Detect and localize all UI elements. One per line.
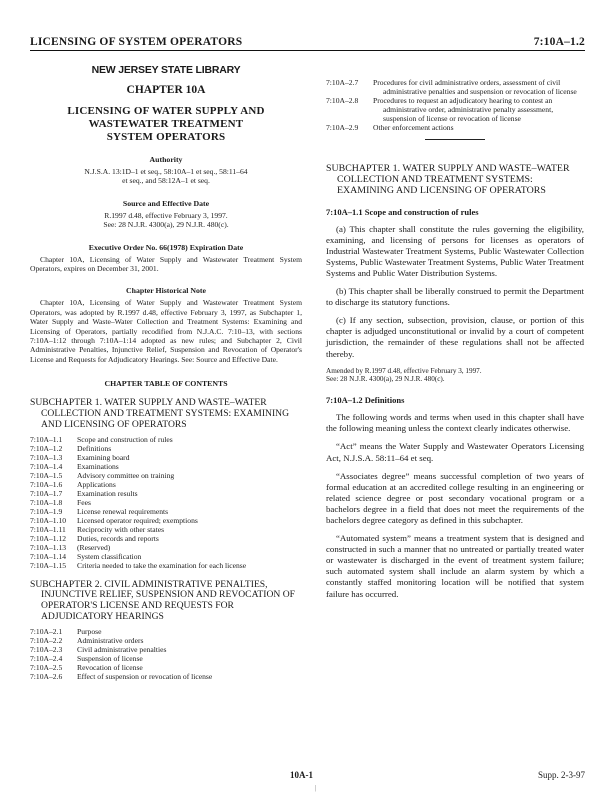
paragraph-c: (c) If any section, subsection, provision, clause, or portion of this chapter is adjudged unconstitutional or invalid by a court of competent jurisdiction, the remainder of these regulations shall not be affected thereby. — [326, 315, 584, 359]
source-text — [30, 211, 302, 230]
running-head-section: 7:10A–1.2 — [533, 36, 585, 48]
toc-entry — [30, 453, 302, 462]
toc-entry-title: Procedures for civil administrative orders, assessment of civil administrative penalties and suspension or revocation of license — [373, 78, 577, 96]
toc-entry — [326, 96, 584, 123]
toc-entry-title: Examination results — [77, 488, 138, 498]
running-head-title: LICENSING OF SYSTEM OPERATORS — [30, 36, 243, 48]
toc-entry-title: Applications — [77, 479, 116, 489]
toc-entry-number: 7:10A–1.6 — [30, 479, 63, 489]
toc-entry — [30, 507, 302, 516]
toc-entry-number: 7:10A–2.1 — [30, 626, 63, 636]
running-head — [30, 36, 585, 50]
toc-subchapter-2-continued — [326, 78, 584, 132]
toc-entry-title: (Reserved) — [77, 542, 111, 552]
toc-entry — [30, 645, 302, 654]
amendment-line: See: 28 N.J.R. 4300(a), 29 N.J.R. 480(c). — [326, 375, 445, 384]
divider-rule — [425, 139, 485, 140]
toc-entry-number: 7:10A–1.4 — [30, 461, 63, 471]
toc-entry-number: 7:10A–1.7 — [30, 488, 63, 498]
toc-subchapter-2-title: SUBCHAPTER 2. CIVIL ADMINISTRATIVE PENALTIES, INJUNCTIVE RELIEF, SUSPENSION AND REVOCATION OF OPERATOR'S LICENSE AND REQUESTS FOR ADJUDICATORY HEARINGS — [30, 578, 296, 623]
definitions-intro: The following words and terms when used in this chapter shall have the following meaning unless the context clearly indicates otherwise. — [326, 412, 584, 434]
toc-entry — [30, 654, 302, 663]
toc-heading: CHAPTER TABLE OF CONTENTS — [104, 379, 228, 389]
toc-entry-number: 7:10A–1.15 — [30, 560, 67, 570]
toc-entry — [30, 552, 302, 561]
toc-entry-number: 7:10A–1.10 — [30, 515, 67, 525]
toc-entry-number: 7:10A–1.8 — [30, 497, 63, 507]
paragraph-a: (a) This chapter shall constitute the rules governing the eligibility, examining, and licensing of persons for licenses as operators of Industrial Wastewater Treatment Systems, Public Wastewater Collection Systems, Public Wastewater Treatment Systems, Public Water Treatment Systems and Public Water Distribution Systems. — [326, 223, 584, 278]
definition-associates-degree: “Associates degree” means successful completion of two years of formal education at an accredited college resulting in an engineering or related science degree or post secondary vocational program or a bachelors degree in a field that does not meet the requirements of the bachelors degree category as defined in this subchapter. — [326, 470, 584, 525]
definition-automated-system: “Automated system” means a treatment system that is designed and constructed in such a manner that no untreated or partially treated water or wastewater is discharged in the event of treatment system failure; such automated system shall include an alarm system by which a constantly staffed monitoring location will be notified that system failure has occurred. — [326, 533, 584, 599]
toc-entry-title: Licensed operator required; exemptions — [77, 515, 198, 525]
toc-entry-number: 7:10A–1.9 — [30, 506, 63, 516]
toc-entry-number: 7:10A–2.3 — [30, 644, 63, 654]
subchapter-1-title: SUBCHAPTER 1. WATER SUPPLY AND WASTE–WATER COLLECTION AND TREATMENT SYSTEMS: EXAMINING AND LICENSING OF OPERATORS — [326, 163, 570, 197]
chapter-title-line: SYSTEM OPERATORS — [106, 131, 226, 143]
toc-entry-title: Examinations — [77, 461, 119, 471]
toc-entry — [30, 663, 302, 672]
toc-entry-title: Effect of suspension or revocation of license — [77, 671, 213, 681]
toc-entry-number: 7:10A–2.9 — [326, 123, 359, 132]
historical-note-heading: Chapter Historical Note — [126, 286, 206, 296]
toc-entry-number: 7:10A–2.7 — [326, 78, 359, 87]
toc-entry-title: Examining board — [77, 452, 130, 462]
toc-entry — [326, 123, 584, 132]
definition-act: “Act” means the Water Supply and Wastewater Operators Licensing Act, N.J.S.A. 58:11–64 et seq. — [326, 441, 584, 463]
chapter-title-line: WASTEWATER TREATMENT — [88, 118, 244, 130]
scan-mark: | — [315, 784, 317, 792]
toc-entry — [30, 498, 302, 507]
toc-entry-title: Revocation of license — [77, 662, 143, 672]
toc-entry-number: 7:10A–2.5 — [30, 662, 63, 672]
toc-entry-number: 7:10A–1.12 — [30, 533, 67, 543]
amendment-line: Amended by R.1997 d.48, effective February 3, 1997. — [326, 366, 482, 375]
toc-entry — [30, 534, 302, 543]
section-heading-1-2: 7:10A–1.2 Definitions — [326, 395, 405, 406]
toc-entry-title: License renewal requirements — [77, 506, 169, 516]
executive-order-heading: Executive Order No. 66(1978) Expiration Date — [88, 242, 244, 252]
source-line: See: 28 N.J.R. 4300(a), 29 N.J.R. 480(c). — [103, 220, 229, 230]
toc-entry — [30, 672, 302, 681]
authority-heading: Authority — [149, 155, 183, 164]
toc-entry-title: Fees — [77, 497, 91, 507]
toc-subchapter-1-title: SUBCHAPTER 1. WATER SUPPLY AND WASTE–WATER COLLECTION AND TREATMENT SYSTEMS: EXAMINING AND LICENSING OF OPERATORS — [30, 397, 290, 430]
page-number: 10A-1 — [290, 770, 313, 780]
library-stamp: NEW JERSEY STATE LIBRARY — [91, 64, 241, 76]
toc-entry-number: 7:10A–1.5 — [30, 470, 63, 480]
toc-entry-number: 7:10A–1.3 — [30, 452, 63, 462]
toc-entry — [30, 636, 302, 645]
toc-entry-number: 7:10A–2.6 — [30, 671, 63, 681]
toc-entry-title: Duties, records and reports — [77, 533, 159, 543]
authority-line: et seq., and 58:12A–1 et seq. — [122, 176, 210, 186]
right-column — [326, 58, 584, 600]
toc-entry-title: Procedures to request an adjudicatory hearing to contest an administrative order, administrative penalty assessment, suspension of license or revocation of license — [373, 96, 554, 123]
toc-entry-title: Reciprocity with other states — [77, 524, 165, 534]
toc-entry-title: Advisory committee on training — [77, 470, 175, 480]
authority-text — [30, 167, 302, 186]
toc-entry — [30, 462, 302, 471]
toc-subchapter-2-list — [30, 627, 302, 681]
source-heading: Source and Effective Date — [122, 198, 210, 208]
toc-entry-number: 7:10A–1.13 — [30, 542, 67, 552]
chapter-title — [30, 105, 302, 144]
amendment-note — [326, 367, 584, 385]
toc-entry-number: 7:10A–1.1 — [30, 434, 63, 444]
chapter-number: CHAPTER 10A — [126, 84, 206, 96]
toc-entry-title: Suspension of license — [77, 653, 143, 663]
toc-entry — [30, 435, 302, 444]
toc-entry-number: 7:10A–2.4 — [30, 653, 63, 663]
toc-entry — [30, 525, 302, 534]
toc-entry-number: 7:10A–2.2 — [30, 635, 63, 645]
toc-entry-title: Civil administrative penalties — [77, 644, 167, 654]
toc-entry-title: Purpose — [77, 626, 102, 636]
toc-entry-title: Definitions — [77, 443, 112, 453]
header-rule — [30, 50, 585, 51]
historical-note-text: Chapter 10A, Licensing of Water Supply and Wastewater Treatment System Operators, was adopted by R.1997 d.48, effective February 3, 1997, as Subchapter 1, Water Supply and Waste–Water Collection and Treatment Systems: Examining and Licensing of Operators, partially recodified from N.J.A.C. 7:10–13, with sections 7:10A–1:12 through 7:10A–1:14 adopted as new rules; and Subchapter 2, Civil Administrative Penalties, Injunctive Relief, Suspension and Revocation of Operator's License and Requests for Adjudicatory Hearings. See: Source and Effective Date. — [30, 298, 302, 364]
toc-entry — [30, 444, 302, 453]
toc-entry — [30, 516, 302, 525]
toc-entry-number: 7:10A–1.2 — [30, 443, 63, 453]
toc-entry — [30, 543, 302, 552]
left-column — [30, 58, 302, 681]
authority-line: N.J.S.A. 13:1D–1 et seq., 58:10A–1 et seq., 58:11–64 — [84, 167, 248, 176]
toc-entry-title: Administrative orders — [77, 635, 144, 645]
toc-entry-number: 7:10A–1.14 — [30, 551, 67, 561]
toc-entry-number: 7:10A–1.11 — [30, 524, 66, 534]
toc-entry-title: Other enforcement actions — [373, 123, 454, 132]
section-heading-1-1: 7:10A–1.1 Scope and construction of rules — [326, 206, 479, 217]
toc-subchapter-1-list — [30, 435, 302, 570]
chapter-title-line: LICENSING OF WATER SUPPLY AND — [67, 105, 265, 117]
toc-entry — [326, 78, 584, 96]
paragraph-b: (b) This chapter shall be liberally construed to permit the Department to discharge its statutory functions. — [326, 286, 584, 308]
toc-entry — [30, 471, 302, 480]
toc-entry-title: System classification — [77, 551, 142, 561]
toc-entry — [30, 561, 302, 570]
toc-entry-title: Criteria needed to take the examination for each license — [77, 560, 247, 570]
toc-entry — [30, 627, 302, 636]
executive-order-text: Chapter 10A, Licensing of Water Supply and Wastewater Treatment System Operators, expires on December 31, 2001. — [30, 254, 302, 274]
toc-entry-number: 7:10A–2.8 — [326, 96, 359, 105]
toc-entry-title: Scope and construction of rules — [77, 434, 173, 444]
supplement-date: Supp. 2-3-97 — [538, 770, 585, 780]
source-line: R.1997 d.48, effective February 3, 1997. — [104, 210, 228, 220]
toc-entry — [30, 480, 302, 489]
toc-entry — [30, 489, 302, 498]
